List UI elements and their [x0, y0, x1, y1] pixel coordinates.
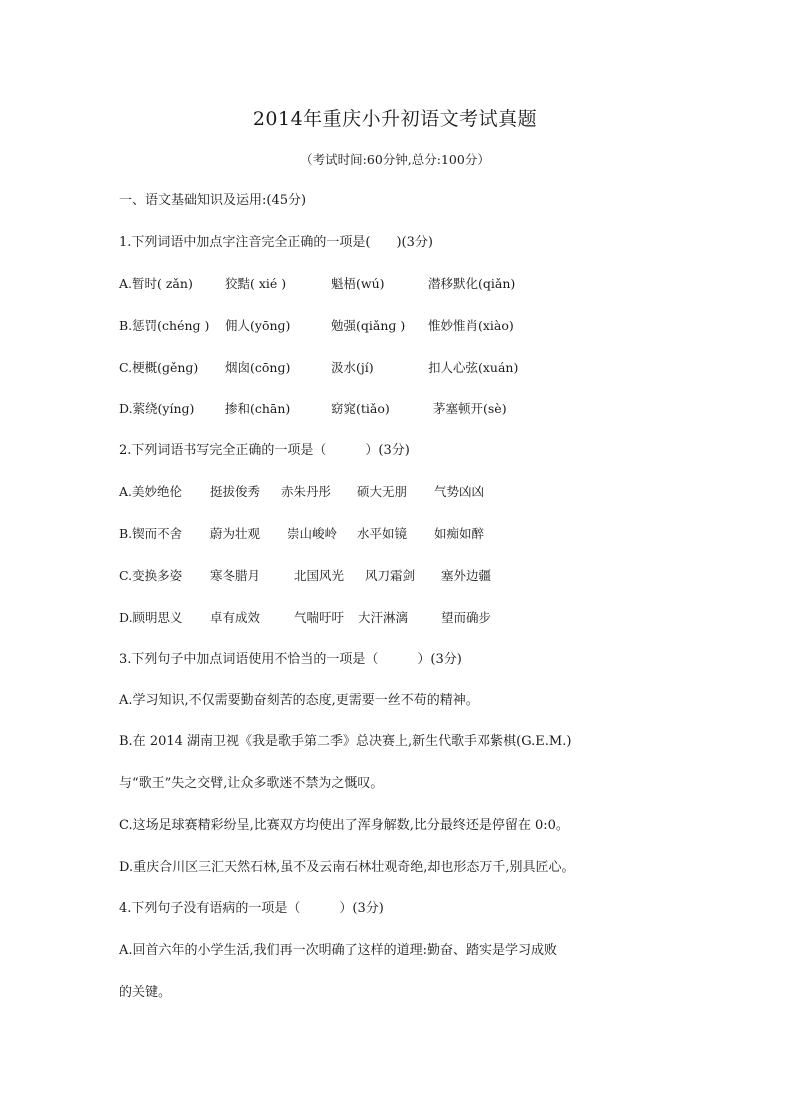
q1-option-c-2: 烟囱(cōnɡ): [225, 360, 291, 375]
q1-option-d-1: D.萦绕(yínɡ): [119, 401, 195, 416]
q1-option-d-4: 茅塞顿开(sè): [433, 401, 507, 416]
q2-option-a-2: 挺拔俊秀: [210, 484, 261, 499]
q1-option-a-3: 魁梧(wú): [331, 276, 385, 291]
q1-option-b-1: B.惩罚(chénɡ ): [119, 318, 210, 333]
q1-option-a-2: 狡黠( xié ): [225, 276, 287, 291]
q2-option-c-1: C.变换多姿: [119, 568, 183, 583]
q2-option-d-3: 气喘吁吁: [294, 610, 345, 625]
q1-option-b-4: 惟妙惟肖(xiào): [428, 318, 514, 333]
exam-info: （考试时间:60分钟,总分:100分）: [300, 152, 490, 167]
q1-option-d-3: 窈窕(tiǎo): [331, 401, 390, 416]
q1-option-b-2: 佣人(yōnɡ): [225, 318, 291, 333]
q3-option-b: B.在 2014 湖南卫视《我是歌手第二季》总决赛上,新生代歌手邓紫棋(G.E.M.): [119, 734, 572, 749]
q2-option-d-4: 大汗淋漓: [358, 610, 409, 625]
q2-option-d-5: 望而确步: [441, 610, 492, 625]
question-3-stem: 3.下列句子中加点词语使用不恰当的一项是（ ）(3分): [119, 652, 462, 667]
q2-option-b-5: 如痴如醉: [434, 526, 485, 541]
q2-option-b-1: B.锲而不舍: [119, 526, 183, 541]
q2-option-b-4: 水平如镜: [357, 526, 408, 541]
q3-option-b-continued: 与“歌王”失之交臂,让众多歌迷不禁为之慨叹。: [119, 776, 384, 791]
q3-option-d: D.重庆合川区三汇天然石林,虽不及云南石林壮观奇绝,却也形态万千,别具匠心。: [119, 860, 575, 875]
q2-option-d-1: D.顾明思义: [119, 610, 183, 625]
q2-option-a-4: 硕大无朋: [357, 484, 408, 499]
q1-option-c-3: 汲水(jí): [331, 360, 374, 375]
q1-option-c-4: 扣人心弦(xuán): [428, 360, 519, 375]
q2-option-c-3: 北国风光: [294, 568, 345, 583]
q2-option-c-2: 寒冬腊月: [210, 568, 261, 583]
q3-option-a: A.学习知识,不仅需要勤奋刻苦的态度,更需要一丝不苟的精神。: [119, 693, 479, 708]
q2-option-b-2: 蔚为壮观: [210, 526, 261, 541]
q4-option-a-continued: 的关键。: [119, 985, 172, 1000]
q2-option-c-5: 塞外边疆: [441, 568, 492, 583]
q2-option-a-1: A.美妙绝伦: [119, 484, 183, 499]
q1-option-a-4: 潜移默化(qiǎn): [428, 276, 516, 291]
question-1-stem: 1.下列词语中加点字注音完全正确的一项是( )(3分): [119, 235, 433, 250]
q2-option-b-3: 崇山峻岭: [287, 526, 338, 541]
q2-option-c-4: 风刀霜剑: [365, 568, 416, 583]
question-4-stem: 4.下列句子没有语病的一项是（ ）(3分): [119, 901, 384, 916]
q2-option-d-2: 卓有成效: [210, 610, 261, 625]
page-title: 2014年重庆小升初语文考试真题: [252, 108, 538, 130]
q3-option-c: C.这场足球赛精彩纷呈,比赛双方均使出了浑身解数,比分最终还是停留在 0:0。: [119, 818, 569, 833]
section-heading: 一、语文基础知识及运用:(45分): [119, 193, 307, 208]
q1-option-d-2: 掺和(chān): [225, 401, 291, 416]
q2-option-a-5: 气势凶凶: [434, 484, 485, 499]
question-2-stem: 2.下列词语书写完全正确的一项是（ ）(3分): [119, 443, 410, 458]
q2-option-a-3: 赤朱丹彤: [281, 484, 332, 499]
q1-option-c-1: C.梗概(ɡěnɡ): [119, 360, 199, 375]
q1-option-b-3: 勉强(qiǎnɡ ): [331, 318, 406, 333]
q1-option-a-1: A.暂时( zǎn): [119, 276, 193, 291]
q4-option-a: A.回首六年的小学生活,我们再一次明确了这样的道理:勤奋、踏实是学习成败: [119, 943, 558, 958]
